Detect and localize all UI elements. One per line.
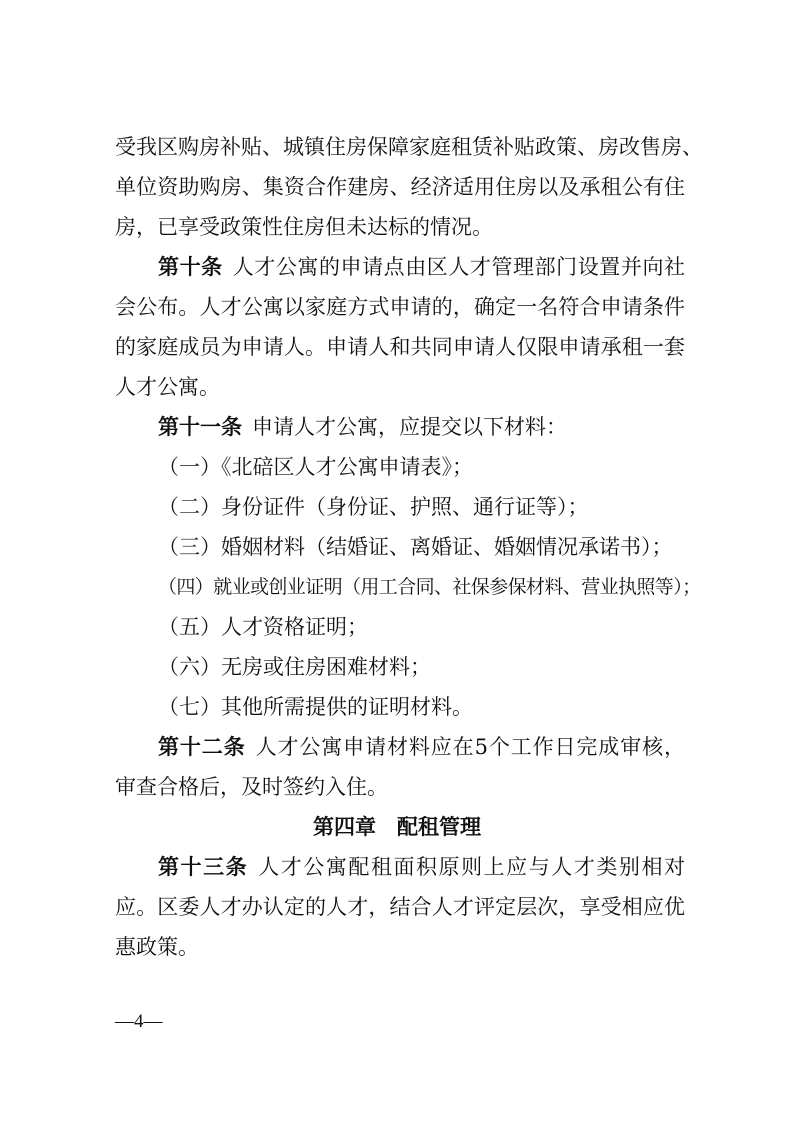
- article-10-line-4: 人才公寓。: [115, 375, 220, 399]
- article-10-line-2: 会公布。人才公寓以家庭方式申请的，确定一名符合申请条件: [115, 295, 685, 319]
- article-11-item-7: （七）其他所需提供的证明材料。: [158, 695, 473, 719]
- article-13-line-1: [158, 853, 685, 881]
- article-13-label: 第十三条: [158, 855, 249, 879]
- article-11-item-1: （一）《北碚区人才公寓申请表》；: [158, 455, 473, 479]
- article-11-item-5: （五）人才资格证明；: [158, 615, 368, 639]
- article-11-item-4: （四）就业或创业证明（用工合同、社保参保材料、营业执照等）；: [158, 576, 701, 598]
- article-12-line-1: [158, 733, 685, 761]
- article-13-line-3: 惠政策。: [115, 935, 199, 959]
- article-13-text: 人才公寓配租面积原则上应与人才类别相对: [258, 855, 686, 879]
- article-12-text: 人才公寓申请材料应在5个工作日完成审核，: [255, 735, 686, 759]
- article-9-line-1: 受我区购房补贴、城镇住房保障家庭租赁补贴政策、房改售房、: [115, 135, 703, 159]
- article-11-item-2: （二）身份证件（身份证、护照、通行证等）；: [158, 495, 589, 519]
- article-12-label: 第十二条: [158, 735, 246, 759]
- page-number: —4—: [115, 1011, 163, 1032]
- article-11-label: 第十一条: [158, 415, 242, 439]
- article-13-line-2: 应。区委人才办认定的人才，结合人才评定层次，享受相应优: [115, 895, 685, 919]
- article-10-text: 人才公寓的申请点由区人才管理部门设置并向社: [232, 255, 686, 279]
- article-11-item-3: （三）婚姻材料（结婚证、离婚证、婚姻情况承诺书）；: [158, 535, 673, 559]
- article-10-label: 第十条: [158, 255, 223, 279]
- article-12-line-2: 审查合格后，及时签约入住。: [115, 775, 388, 799]
- article-11-line-1: [158, 413, 685, 441]
- article-10-line-3: 的家庭成员为申请人。申请人和共同申请人仅限申请承租一套: [115, 335, 685, 359]
- article-11-lead: 申请人才公寓，应提交以下材料：: [252, 415, 567, 439]
- article-10-line-1: [158, 253, 685, 281]
- article-11-item-6: （六）无房或住房困难材料；: [158, 655, 431, 679]
- chapter-heading: 第四章 配租管理: [313, 815, 481, 839]
- article-9-line-2: 单位资助购房、集资合作建房、经济适用住房以及承租公有住: [115, 175, 685, 199]
- article-9-line-3: 房，已享受政策性住房但未达标的情况。: [115, 215, 493, 239]
